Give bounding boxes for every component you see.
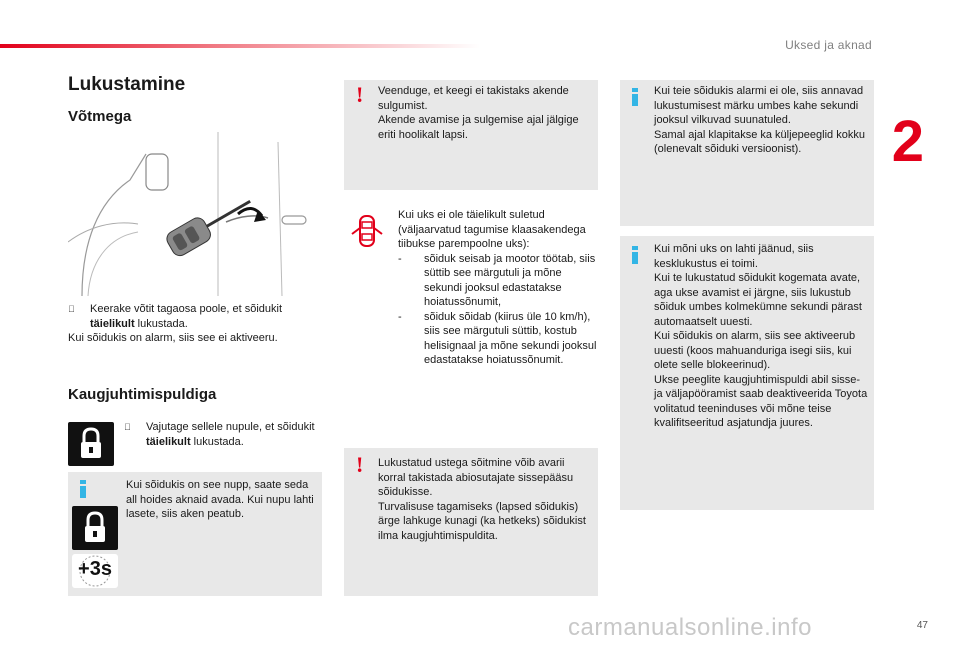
header-accent-bar: [0, 44, 480, 48]
remote-instruction: Vajutage sellele nupule, et sõidukit täielikult lukustada.: [124, 420, 316, 449]
remote-heading: Kaugjuhtimispuldiga: [68, 386, 217, 403]
remote-info-box: [68, 472, 322, 596]
key-instruction: Keerake võtit tagaosa poole, et sõidukit täielikult lukustada. Kui sõidukis on alarm, siis see ei aktiveeru.: [68, 302, 320, 346]
list-item: - sõiduk sõidab (kiirus üle 10 km/h), siis see märgutuli süttib, kostub helisignaal ja mõne sekundi jooksul edastatakse hoiatussõnumit.: [398, 310, 598, 368]
no-alarm-info-box: [620, 80, 874, 226]
info-icon: [80, 480, 86, 498]
list-item: - sõiduk seisab ja mootor töötab, siis süttib see märgutuli ja mõne sekundi jooksul edastatakse hoiatussõnumit,: [398, 252, 598, 310]
open-door-warning-icon: [350, 212, 384, 252]
doors-open-section: [398, 208, 598, 368]
no-alarm-info-line-2: Samal ajal klapitakse ka küljepeeglid kokku (olenevalt sõiduki versioonist).: [654, 128, 865, 155]
lock-icon: [68, 422, 114, 466]
info-icon: [632, 88, 638, 106]
doors-intro: Kui uks ei ole täielikult suletud (väljaarvatud tagumise klaasakendega tiibukse parempoolne uks):: [398, 209, 586, 250]
locked-driving-warning-box: [344, 448, 598, 596]
locked-warning-line-1: Lukustatud ustega sõitmine võib avarii korral takistada abiosutajate sissepääsu sõidukisse.: [378, 457, 574, 498]
car-door-key-illustration: [68, 132, 320, 296]
door-open-info-text: Kui mõni uks on lahti jäänud, siis kesklukustus ei toimi. Kui te lukustatud sõidukit kogemata avate, aga ukse avamist ei järgne, siis lukustub sõiduk umbes kolmekümne sekundi pärast automaatselt uuesti. Kui sõidukis on alarm, siis see aktiveerub uuesti (koos mahuanduriga isegi siis, kui olete selle blokeerinud). Ukse peeglite kaugjuhtimispuldi abil sisse- ja väljapööramist saab deaktiveerida Toyota volitatud teeninduses või mõne teise kvalifitseeritud asjatundja juures.: [654, 243, 868, 429]
window-warning-box: [344, 80, 598, 190]
section-title: Uksed ja aknad: [785, 38, 872, 52]
page-title: Lukustamine: [68, 74, 186, 95]
window-warning-line-1: Veenduge, et keegi ei takistaks akende sulgumist.: [378, 85, 569, 112]
lock-icon: [72, 506, 118, 550]
door-open-info-box: [620, 236, 874, 510]
no-alarm-info-line-1: Kui teie sõidukis alarmi ei ole, siis annavad lukustumisest märku umbes kahe sekundi jooksul vilkuvad suunatuled.: [654, 85, 864, 126]
page-number: 47: [916, 620, 928, 631]
bullet-icon: [68, 302, 75, 317]
info-icon: [632, 246, 638, 264]
locked-warning-line-2: Turvalisuse tagamiseks (lapsed sõidukis) ärge lahkuge kunagi (ka hetkeks) sõidukist ilma kaugjuhtimispuldita.: [378, 500, 586, 542]
chapter-number: 2: [891, 109, 924, 174]
warning-icon: !: [356, 452, 364, 477]
key-heading: Võtmega: [68, 108, 132, 125]
watermark: carmanualsonline.info: [568, 614, 812, 641]
plus-3-seconds-icon: [72, 554, 118, 588]
key-alarm-note: Kui sõidukis on alarm, siis see ei aktiveeru.: [68, 332, 278, 344]
plus-3s-label: +3s: [78, 558, 112, 580]
bullet-icon: [124, 420, 131, 435]
remote-info-text: Kui sõidukis on see nupp, saate seda all hoides aknaid avada. Kui nupu lahti lasete, siis aken peatub.: [126, 479, 314, 520]
window-warning-line-2: Akende avamise ja sulgemise ajal jälgige eriti hoolikalt lapsi.: [378, 114, 579, 141]
warning-icon: !: [356, 82, 364, 107]
